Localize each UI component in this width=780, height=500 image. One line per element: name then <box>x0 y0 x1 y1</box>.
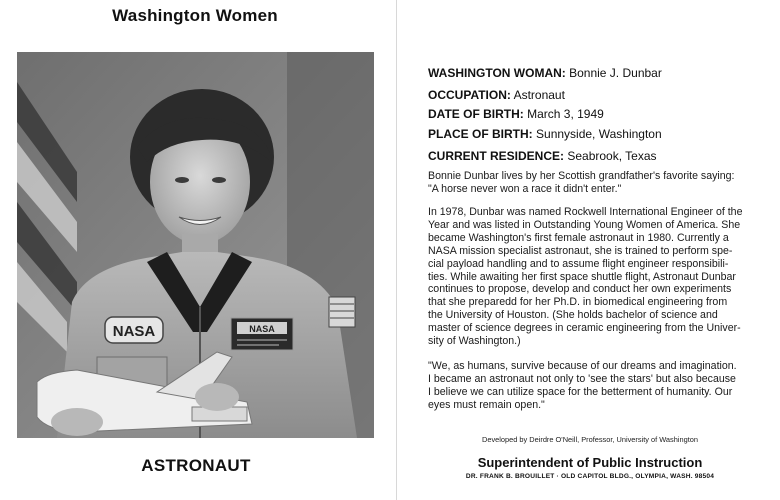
author-credit: Developed by Deirdre O'Neill, Professor, University of Washington <box>482 435 698 444</box>
paragraph-line: "We, as humans, survive because of our dreams and imagination. <box>428 360 737 372</box>
paragraph-line: NASA mission specialist astronaut, she is trained to perform spe- <box>428 244 733 257</box>
field-occupation <box>428 88 565 102</box>
right-panel <box>405 0 775 500</box>
field-current-residence <box>428 149 657 163</box>
paragraph-line: master of science degrees in ceramic engineering from the Univer- <box>428 322 741 335</box>
field-value: March 3, 1949 <box>527 107 604 121</box>
quote-paragraph <box>428 360 780 412</box>
field-value: Bonnie J. Dunbar <box>569 66 662 80</box>
portrait-illustration <box>17 52 374 438</box>
paragraph-line: ties. While awaiting her first space shuttle flight, Astronaut Dunbar <box>428 270 736 283</box>
field-date-of-birth <box>428 107 604 121</box>
superintendent-heading: Superintendent of Public Instruction <box>477 455 703 470</box>
superintendent-address: DR. FRANK B. BROUILLET · OLD CAPITOL BLDG., OLYMPIA, WASH. 98504 <box>465 473 715 480</box>
astronaut-portrait-photo <box>17 52 374 438</box>
paragraph-line: I believe we can utilize space for the betterment of humanity. Our <box>428 385 733 398</box>
paragraph-line: continues to propose, develop and conduct her own experiments <box>428 283 732 296</box>
field-label: CURRENT RESIDENCE: <box>428 149 565 163</box>
page-title: Washington Women <box>112 6 278 25</box>
nasa-patch-left-text: NASA <box>112 323 156 340</box>
page-divider <box>396 0 397 500</box>
paragraph-line: the University of Houston. (She holds bachelor of science and <box>428 309 718 322</box>
field-label: DATE OF BIRTH: <box>428 107 524 121</box>
paragraph-line: In 1978, Dunbar was named Rockwell International Engineer of the <box>428 206 743 218</box>
field-value: Seabrook, Texas <box>567 149 657 163</box>
paragraph-line: "A horse never won a race it didn't enter." <box>428 182 622 195</box>
biography-paragraph <box>428 206 780 348</box>
field-value: Astronaut <box>513 88 565 102</box>
field-place-of-birth <box>428 127 662 141</box>
paragraph-line: cial payload handling and to assume flight engineer responsibili- <box>428 257 729 270</box>
paragraph-line: I became an astronaut not only to 'see the stars' but also because <box>428 372 736 385</box>
field-washington-woman <box>428 66 662 80</box>
field-label: WASHINGTON WOMAN: <box>428 66 566 80</box>
paragraph-line: eyes must remain open." <box>428 398 545 411</box>
nasa-patch-right-text: NASA <box>249 324 275 334</box>
saying-paragraph <box>428 170 780 196</box>
paragraph-line: Year and was listed in Outstanding Young Women of America. She <box>428 218 741 231</box>
field-label: OCCUPATION: <box>428 88 511 102</box>
field-value: Sunnyside, Washington <box>536 127 662 141</box>
occupation-caption: ASTRONAUT <box>141 456 251 475</box>
paragraph-line: became Washington's first female astronaut in 1980. Currently a <box>428 231 729 244</box>
paragraph-line: sity of Washington.) <box>428 335 521 348</box>
paragraph-line: Bonnie Dunbar lives by her Scottish grandfather's favorite saying: <box>428 170 735 182</box>
field-label: PLACE OF BIRTH: <box>428 127 533 141</box>
paragraph-line: that she preparedd for her Ph.D. in biomedical engineering from <box>428 296 728 309</box>
